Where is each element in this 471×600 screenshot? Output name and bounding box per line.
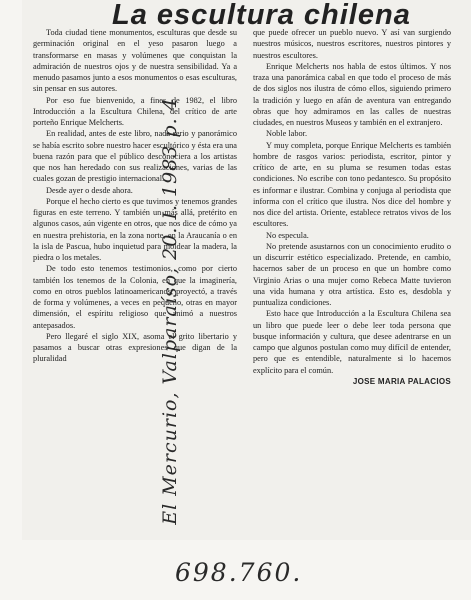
paragraph: Toda ciudad tiene monumentos, esculturas que desde su germinación original en el yeso pasaron luego a transformarse en masas y volúmenes que conquistan la admiración de nuestros ojos y de nuestra sensibilidad. Ya a menudo pasamos junto a esos monumentos o esas esculturas, sin pensar en sus autores. xyxy=(33,28,237,94)
subheading: No especula. xyxy=(266,230,309,240)
paragraph: Enrique Melcherts nos habla de estos últimos. Y nos traza una panorámica cabal en que todo el proceso de más de dos siglos nos ilustra de cómo ellos, siguiendo primero la tradición y luego en afán de aventura van entregando obras que hoy admiramos en las calles de nuestras ciudades, en nuestros Museos y también en el extranjero. xyxy=(253,61,451,127)
paragraph: De todo esto tenemos testimonios, como por cierto también los tenemos de la Colonia, en que la imaginería, como en otros pueblos latinoamericanos, proyectó, a través de forma y volúmenes, a veces en pequeño, otras en mayor dimensión, el espíritu religioso que animó a nuestros antepasados. xyxy=(33,264,237,330)
byline: JOSE MARIA PALACIOS xyxy=(352,376,451,386)
paragraph: No pretende asustarnos con un conocimiento erudito o un discurrir estético especializado. Pretende, en cambio, hacernos saber de un proceso en que un hombre como Virginio Arias o una mujer como Rebeca Matte tuvieron una vida humana y otra artística. Esto es, desdobla y puntualiza condiciones. xyxy=(253,241,451,307)
paragraph: Y muy completa, porque Enrique Melcherts es también hombre de rasgos varios: periodista, escritor, pintor y crítico de arte, en su pluma se resumen todas estas condiciones. No escribe con tono pedantesco. Su propósito es informar e ilustrar. Combina y conjuga al periodista que informa con el crítico que ilustra. Nos dice del hombre y nos dice del artista. Oriente, establece retratos vivos de los escultores. xyxy=(253,140,451,229)
paragraph: Esto hace que Introducción a la Escultura Chilena sea un libro que puede leer o debe leer toda persona que busque información y cultura, que desee adentrarse en un campo que algunos postulan como muy difícil de entender, pero que es entendible, naturalmente si lo hacemos explícito para el común. xyxy=(253,309,451,375)
paragraph: Pero llegaré el siglo XIX, asoma el grito libertario y pasamos a buscar otras expresiones que digan de la pluralidad xyxy=(33,331,237,364)
left-column xyxy=(33,27,237,539)
subheading: Noble labor. xyxy=(266,129,308,139)
handwritten-margin-note: El Mercurio, Valparaíso, 20. I. 1983 p. 4 xyxy=(159,97,181,525)
paragraph: que puede ofrecer un pueblo nuevo. Y así van surgiendo nuestros músicos, nuestros escritores, nuestros pintores y nuestros escultores. xyxy=(253,28,451,60)
paragraph: Por eso fue bienvenido, a fines de 1982, el libro Introducción a la Escultura Chilena, del crítico de arte porteño Enrique Melcherts. xyxy=(33,95,237,127)
right-column xyxy=(253,27,451,539)
paragraph: Porque el hecho cierto es que tuvimos y tenemos grandes figuras en este terreno. Y también un más allá, pretérito en algunos casos, aún vigente en otros, que nos dice de cómo ya en nuestra prehistoria, en la zona norte, en la Araucanía o en la isla de Pascua, hubo inquietud para moldear la madera, la piedra o los metales. xyxy=(33,196,237,262)
handwritten-catalog-number: 698.760. xyxy=(175,558,303,587)
paragraph: En realidad, antes de este libro, nada serio y panorámico se había escrito sobre nuestro hacer escultórico y ésta era una buena razón para que el público desconociera a los artistas que nos han heredado con sus realizaciones, varias de las cuales gozan de prestigio internacional. xyxy=(33,129,237,184)
article-title: La escultura chilena xyxy=(112,0,411,31)
subheading: Desde ayer o desde ahora. xyxy=(46,185,133,195)
